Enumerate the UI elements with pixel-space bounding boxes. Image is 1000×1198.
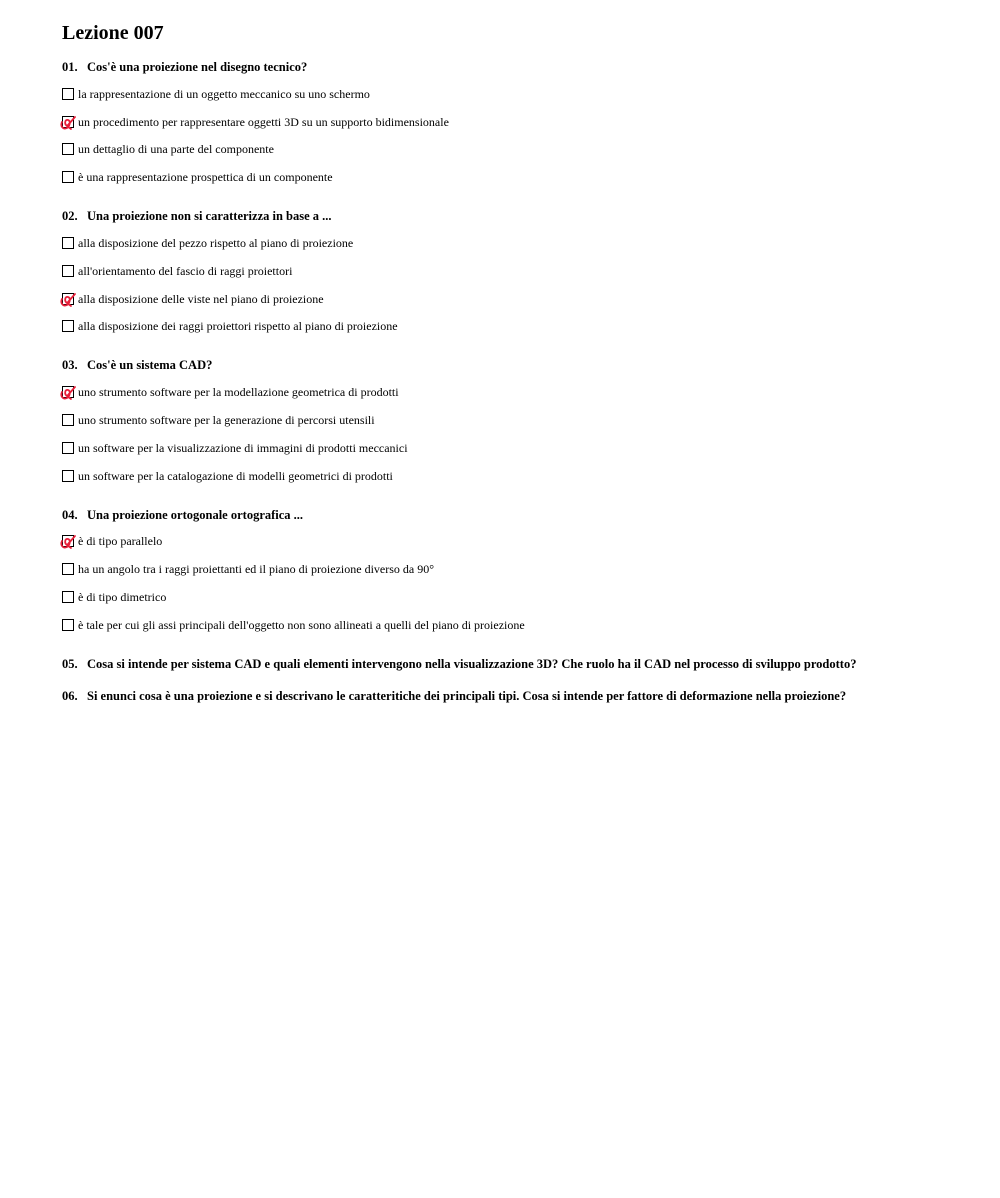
quiz-page (62, 20, 982, 704)
answer-option-label: è di tipo dimetrico (78, 590, 167, 605)
question-heading (62, 656, 982, 672)
question-heading (62, 59, 982, 75)
handwritten-check-icon (59, 383, 79, 403)
handwritten-check-icon (59, 532, 79, 552)
handwritten-check-icon (59, 113, 79, 133)
answer-option-label: un procedimento per rappresentare oggetti 3D su un supporto bidimensionale (78, 114, 449, 129)
answer-option[interactable] (62, 257, 982, 285)
question-number: 06. (62, 688, 78, 703)
answer-option-label: è di tipo parallelo (78, 534, 163, 549)
answer-option[interactable] (62, 583, 982, 611)
answer-option[interactable] (62, 378, 982, 406)
question-text: Una proiezione non si caratterizza in base a ... (87, 209, 332, 224)
answer-option[interactable] (62, 229, 982, 257)
handwritten-check-icon (59, 290, 79, 310)
answer-option-label: un software per la visualizzazione di immagini di prodotti meccanici (78, 440, 408, 455)
answer-option[interactable] (62, 611, 982, 639)
question-number: 02. (62, 209, 78, 224)
answer-option-label: alla disposizione del pezzo rispetto al piano di proiezione (78, 236, 354, 251)
answer-option[interactable] (62, 136, 982, 164)
checkbox[interactable] (62, 143, 74, 155)
answer-option[interactable] (62, 80, 982, 108)
answer-option[interactable] (62, 555, 982, 583)
question-text: Cos'è una proiezione nel disegno tecnico? (87, 60, 308, 74)
checkbox[interactable] (62, 563, 74, 575)
answer-option[interactable] (62, 285, 982, 313)
checkbox[interactable] (62, 171, 74, 183)
question-heading (62, 357, 982, 373)
answer-option-label: è una rappresentazione prospettica di un componente (78, 170, 333, 185)
answer-option-label: alla disposizione delle viste nel piano di proiezione (78, 291, 324, 306)
question-number: 04. (62, 507, 78, 522)
question-5 (62, 656, 982, 672)
answer-option-label: un software per la catalogazione di modelli geometrici di prodotti (78, 468, 393, 483)
answer-option[interactable] (62, 528, 982, 556)
checked-checkbox[interactable] (62, 116, 74, 128)
answer-option-label: la rappresentazione di un oggetto meccanico su uno schermo (78, 86, 370, 101)
question-heading (62, 507, 982, 523)
checkbox[interactable] (62, 470, 74, 482)
answer-option[interactable] (62, 434, 982, 462)
answer-option-label: è tale per cui gli assi principali dell'oggetto non sono allineati a quelli del piano di proiezione (78, 617, 525, 632)
checkbox[interactable] (62, 442, 74, 454)
answer-option[interactable] (62, 163, 982, 191)
checkbox[interactable] (62, 414, 74, 426)
question-number: 03. (62, 358, 78, 373)
question-list (62, 59, 982, 704)
checked-checkbox[interactable] (62, 535, 74, 547)
answer-option-label: un dettaglio di una parte del componente (78, 142, 274, 157)
checkbox[interactable] (62, 619, 74, 631)
question-heading (62, 688, 982, 704)
question-text: Cos'è un sistema CAD? (87, 358, 213, 373)
answer-option[interactable] (62, 313, 982, 341)
question-text: Una proiezione ortogonale ortografica ... (87, 507, 304, 522)
answer-option-label: uno strumento software per la modellazione geometrica di prodotti (78, 385, 399, 400)
answer-option-label: uno strumento software per la generazione di percorsi utensili (78, 413, 375, 428)
question-2 (62, 208, 982, 340)
checkbox[interactable] (62, 237, 74, 249)
question-text: Si enunci cosa è una proiezione e si descrivano le caratteritiche dei principali tipi. Cosa si intende per fattore di deformazione nella proiezione? (87, 688, 847, 703)
question-text: Cosa si intende per sistema CAD e quali elementi intervengono nella visualizzazione 3D? Che ruolo ha il CAD nel processo di sviluppo prodotto? (87, 656, 857, 671)
question-heading (62, 208, 982, 224)
checked-checkbox[interactable] (62, 293, 74, 305)
answer-option[interactable] (62, 462, 982, 490)
question-3 (62, 357, 982, 489)
checkbox[interactable] (62, 88, 74, 100)
question-6 (62, 688, 982, 704)
answer-option-label: all'orientamento del fascio di raggi proiettori (78, 263, 293, 278)
checked-checkbox[interactable] (62, 386, 74, 398)
question-1 (62, 59, 982, 191)
checkbox[interactable] (62, 591, 74, 603)
answer-option[interactable] (62, 108, 982, 136)
answer-option[interactable] (62, 406, 982, 434)
question-number: 05. (62, 656, 78, 671)
question-number: 01. (62, 60, 78, 74)
question-4 (62, 507, 982, 639)
checkbox[interactable] (62, 320, 74, 332)
answer-option-label: alla disposizione dei raggi proiettori rispetto al piano di proiezione (78, 319, 398, 334)
page-title: Lezione 007 (62, 22, 164, 44)
answer-option-label: ha un angolo tra i raggi proiettanti ed il piano di proiezione diverso da 90° (78, 562, 435, 577)
checkbox[interactable] (62, 265, 74, 277)
